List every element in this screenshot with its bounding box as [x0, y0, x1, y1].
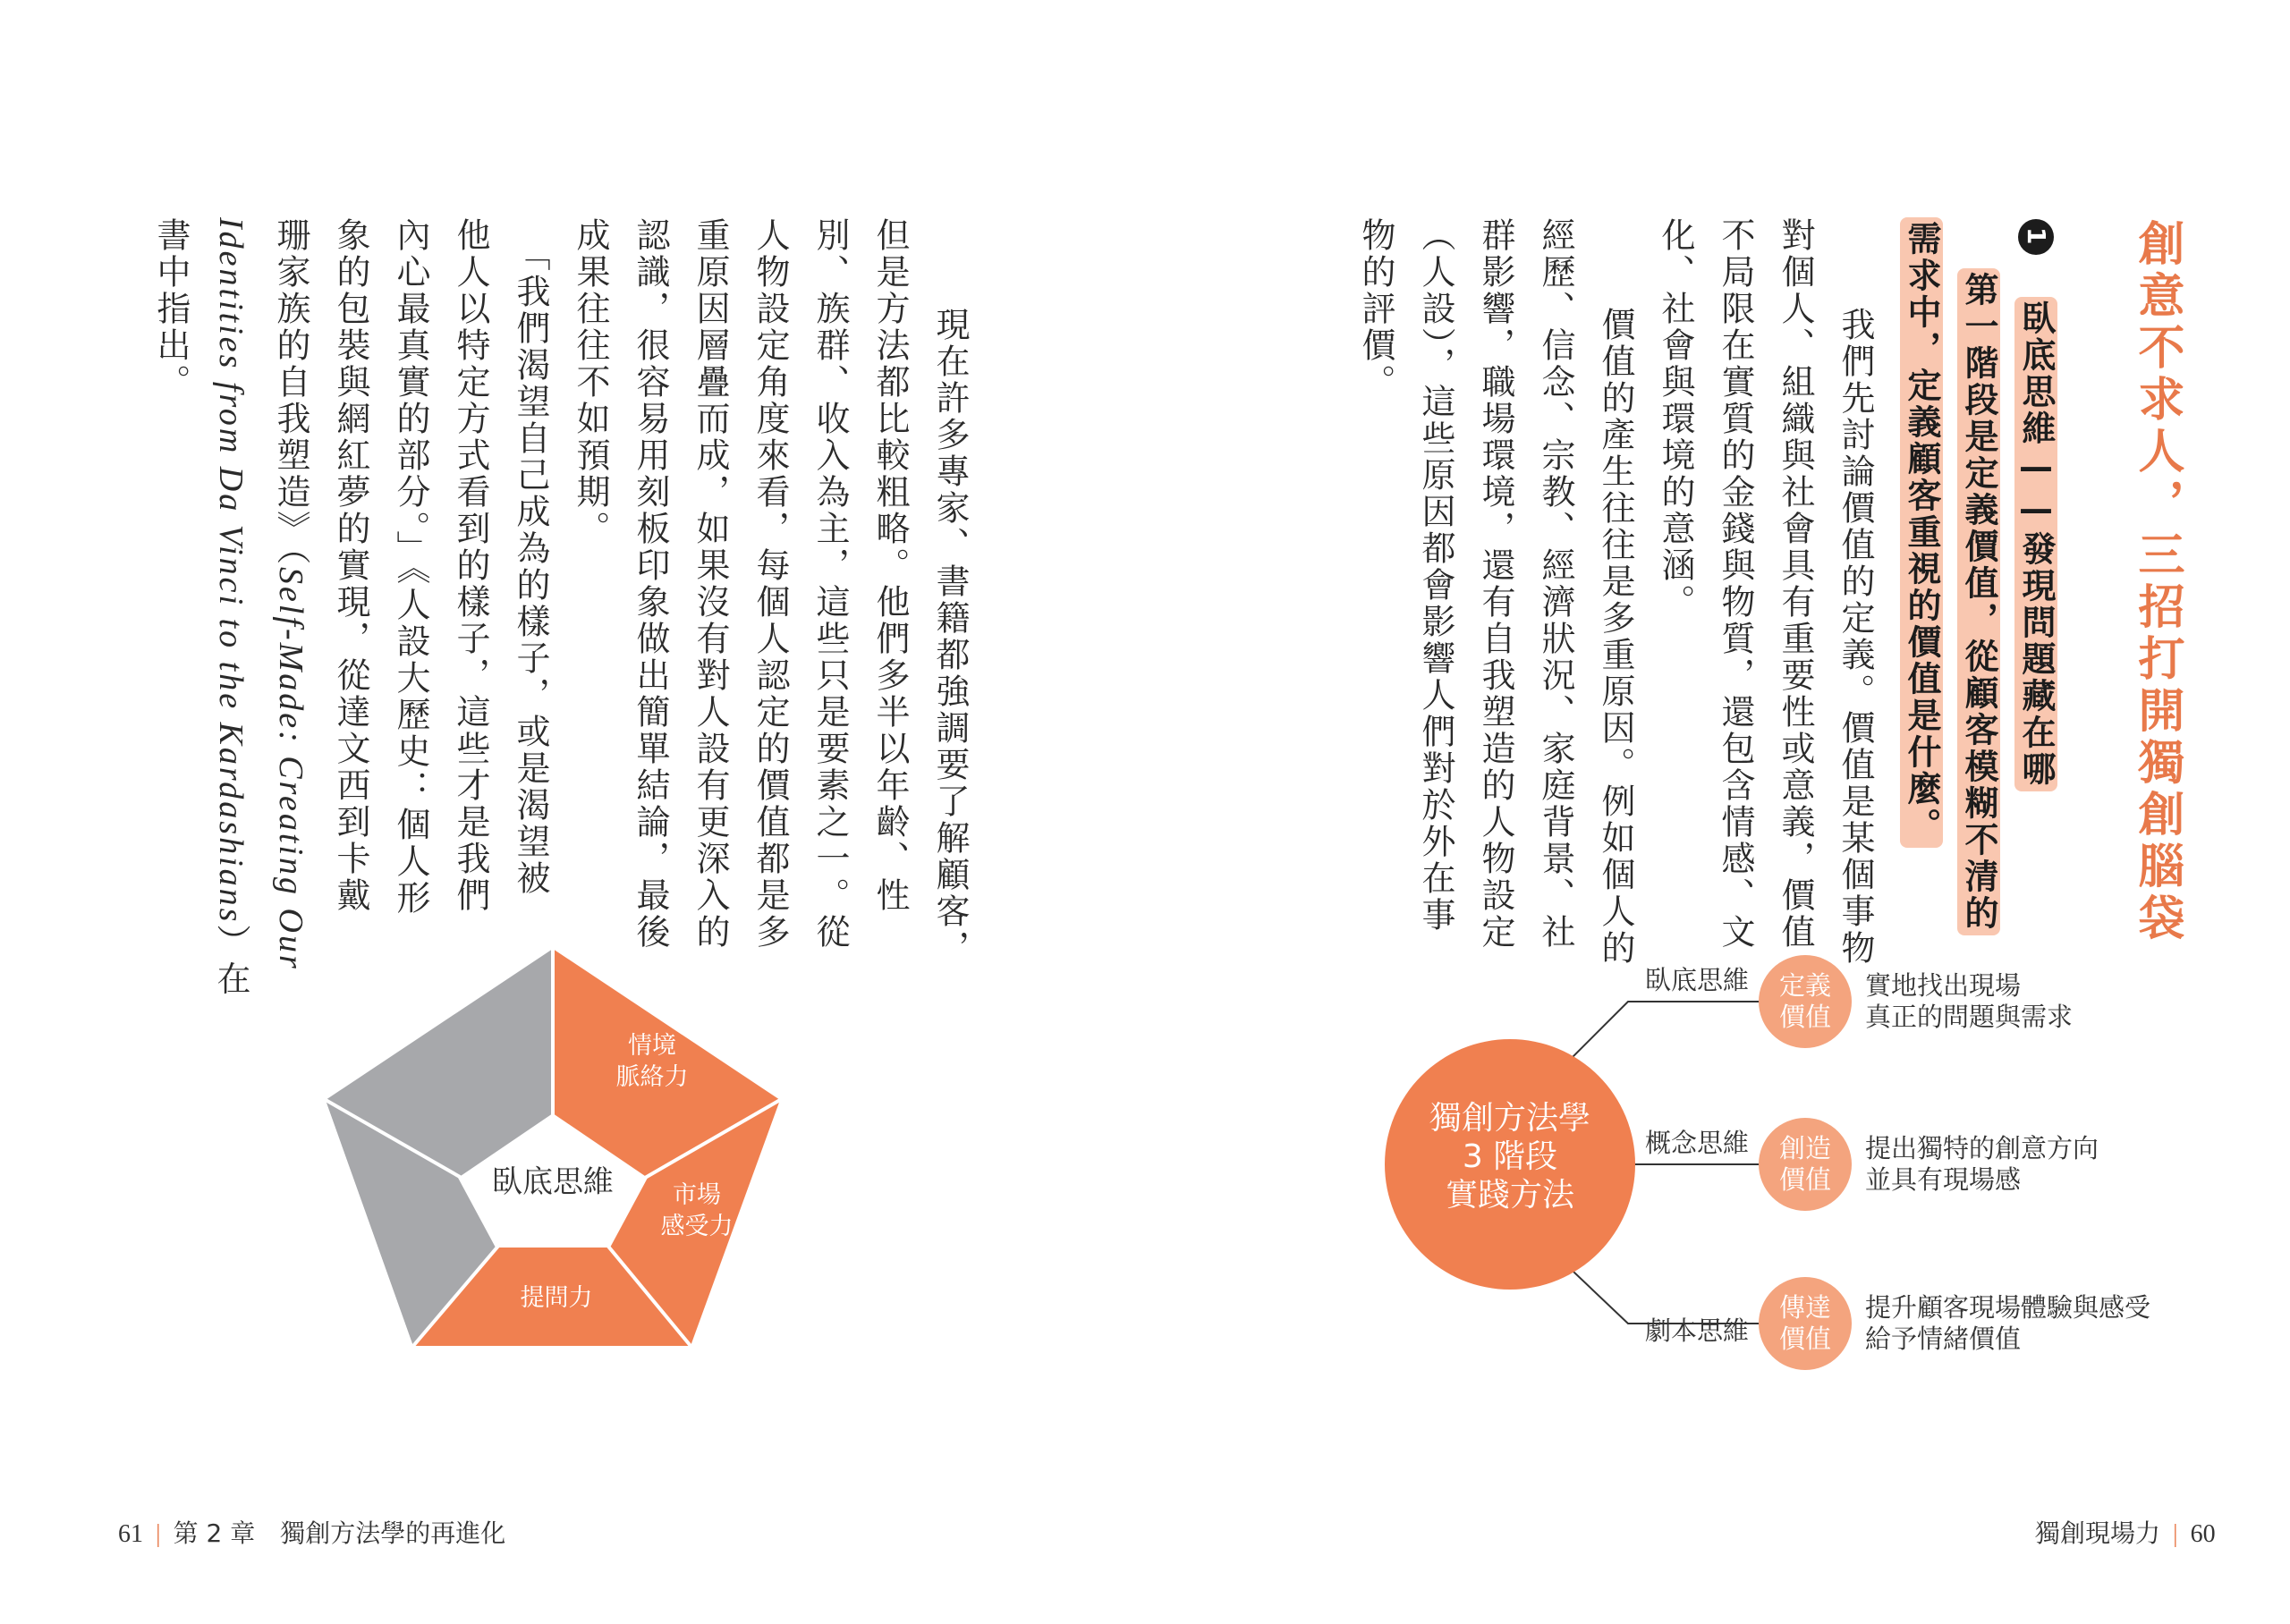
- left-footer: [118, 1514, 505, 1550]
- branch-label-2: 概念思維: [1644, 1128, 1749, 1158]
- branch-label-1: 臥底思維: [1644, 965, 1749, 995]
- book-title: 獨創現場力: [2035, 1518, 2161, 1548]
- right-body-col-2: 對個人、組織與社會具有重要性或意義，價值: [1776, 217, 1815, 951]
- lead-line-2: [1893, 217, 1950, 848]
- lead-line-1: [1950, 268, 2007, 935]
- chapter-title: 第 2 章 獨創方法學的再進化: [173, 1518, 506, 1548]
- branch-desc-1-line-2: 真正的問題與需求: [1865, 1002, 2074, 1032]
- section-heading: 創意不求人，三招打開獨創腦袋: [2130, 219, 2184, 945]
- left-body-col-4: 人物設定角度來看，每個人認定的價值都是多: [751, 217, 790, 951]
- paren-close: ）在: [211, 924, 250, 998]
- pentagon-label-right-1: 市場: [673, 1181, 721, 1209]
- left-body-col-5: 重原因層疊而成，如果沒有對人設有更深入的: [691, 217, 730, 951]
- book-latin-title-part1: Self-Made: Creating Our: [272, 567, 310, 971]
- right-body-col-7: 群影響，職場環境，還有自我塑造的人物設定: [1476, 217, 1515, 951]
- branch-desc-2-line-2: 並具有現場感: [1865, 1164, 2022, 1195]
- right-body-col-4: 化、社會與環境的意涵。: [1656, 217, 1695, 621]
- left-body-col-7: 成果往往不如預期。: [571, 217, 610, 547]
- right-footer: [2035, 1514, 2216, 1550]
- branch-value-3-line-1: 傳達: [1778, 1292, 1832, 1323]
- lead-line-2-text: 需求中，定義顧客重視的價值是什麼。: [1900, 217, 1943, 848]
- left-body-col-12-cjk: 珊家族的自我塑造》（: [271, 217, 310, 567]
- subsection-title-text: 臥底思維——發現問題藏在哪: [2014, 297, 2057, 791]
- left-body-col-11: 象的包裝與網紅夢的實現，從達文西到卡戴: [331, 217, 370, 914]
- right-body-col-5: 價值的產生往往是多重原因。例如個人的: [1596, 270, 1635, 967]
- right-page-number: 60: [2190, 1520, 2216, 1548]
- branch-desc-3-line-1: 提升顧客現場體驗與感受: [1865, 1292, 2151, 1323]
- branch-desc-3-line-2: 給予情緒價值: [1865, 1324, 2022, 1354]
- pentagon-center-label: 臥底思維: [492, 1164, 614, 1200]
- left-body-col-6: 認識，很容易用刻板印象做出簡單結論，最後: [631, 217, 670, 951]
- left-body-col-3: 別、族群、收入為主，這些只是要素之一。從: [810, 217, 850, 951]
- method-center-line-2: 3 階段: [1462, 1138, 1558, 1175]
- subsection-title: [2007, 219, 2065, 791]
- footer-divider: |: [156, 1520, 161, 1548]
- footer-divider: |: [2173, 1520, 2178, 1548]
- branch-value-2-line-1: 創造: [1778, 1133, 1832, 1163]
- left-body-col-1: 現在許多專家、書籍都強調要了解顧客，: [930, 270, 970, 967]
- branch-value-1-line-2: 價值: [1778, 1002, 1832, 1032]
- right-body-col-1: 我們先討論價值的定義。價值是某個事物: [1836, 270, 1875, 967]
- branch-label-3: 劇本思維: [1644, 1315, 1749, 1346]
- method-center-line-1: 獨創方法學: [1429, 1100, 1591, 1137]
- pentagon-label-top-right-1: 情境: [628, 1032, 676, 1060]
- pentagon-diagram: [315, 935, 816, 1364]
- left-body-col-14: 書中指出。: [151, 217, 191, 401]
- section-number-badge: 1: [2018, 219, 2054, 255]
- right-page: [1145, 0, 2290, 1624]
- branch-value-3-line-2: 價值: [1778, 1324, 1832, 1354]
- right-body-col-9: 物的評價。: [1356, 217, 1395, 401]
- right-body-col-8: （人設），這些原因都會影響人們對於外在事: [1416, 217, 1455, 934]
- left-body-col-10: 內心最真實的部分。」《人設大歷史：個人形: [391, 217, 430, 917]
- lead-line-1-text: 第一階段是定義價值，從顧客模糊不清的: [1957, 268, 2000, 935]
- branch-value-2-line-2: 價值: [1778, 1164, 1832, 1195]
- left-body-col-12: [260, 217, 320, 971]
- pentagon-label-top-right-2: 脈絡力: [615, 1063, 689, 1091]
- right-body-col-3: 不局限在實質的金錢與物質，還包含情感、文: [1716, 217, 1755, 951]
- left-body-col-2: 但是方法都比較粗略。他們多半以年齡、性: [870, 217, 910, 914]
- pentagon-label-bottom: 提問力: [520, 1284, 593, 1312]
- method-center-line-3: 實踐方法: [1445, 1177, 1575, 1214]
- left-body-col-13: [200, 217, 260, 997]
- branch-desc-1-line-1: 實地找出現場: [1865, 970, 2022, 1001]
- pentagon-label-right-2: 感受力: [660, 1213, 734, 1240]
- left-page-number: 61: [118, 1520, 143, 1548]
- right-body-col-6: 經歷、信念、宗教、經濟狀況、家庭背景、社: [1536, 217, 1575, 951]
- branch-desc-2-line-1: 提出獨特的創意方向: [1865, 1133, 2099, 1163]
- left-body-col-8: 「我們渴望自己成為的樣子，或是渴望被: [511, 217, 550, 897]
- book-latin-title-part2: Identities from Da Vinci to the Kardashians: [212, 217, 250, 925]
- left-body-col-9: 他人以特定方式看到的樣子，這些才是我們: [451, 217, 490, 914]
- method-diagram: [1324, 930, 2218, 1395]
- branch-value-1-line-1: 定義: [1778, 970, 1832, 1001]
